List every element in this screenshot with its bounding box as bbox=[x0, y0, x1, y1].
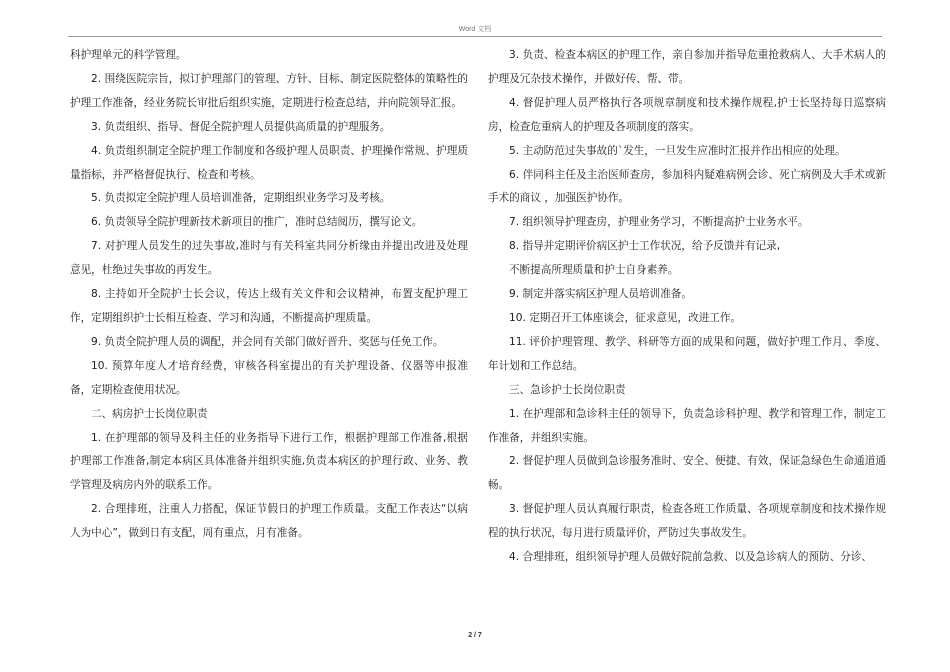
paragraph: 4. 负责组织制定全院护理工作制度和各级护理人员职责、护理操作常规、护理质量指标，并严格督促执行、检查和考核。 bbox=[70, 144, 468, 181]
paragraph: 1. 在护理部的领导及科主任的业务指导下进行工作，根据护理部工作准备,根据护理部工作准备,制定本病区具体准备并组织实施,负责本病区的护理行政、业务、教学管理及病房内外的联系工作。 bbox=[70, 431, 468, 492]
section-heading: 二、病房护士长岗位职责 bbox=[91, 407, 208, 420]
paragraph: 10. 定期召开工体座谈会，征求意见，改进工作。 bbox=[509, 311, 742, 324]
paragraph: 8. 主持如开全院护士长会议，传达上级有关文件和会议精神，布置支配护理工作，定期组织护士长相互检查、学习和沟通，不断提高护理质量。 bbox=[70, 288, 468, 324]
paragraph: 5. 负责拟定全院护理人员培训准备，定期组织业务学习及考核。 bbox=[91, 192, 391, 205]
paragraph: 4. 合理排班，组织领导护理人员做好院前急救、以及急诊病人的预防、分诊、 bbox=[509, 551, 873, 564]
paragraph: 3. 负责组织、指导、督促全院护理人员提供高质量的护理服务。 bbox=[91, 120, 391, 133]
paragraph: 7. 对护理人员发生的过失事故,准时与有关科室共同分析缘由并提出改进及处理意见，杜绝过失事故的再发生。 bbox=[70, 240, 468, 277]
header-rule bbox=[68, 36, 882, 37]
paragraph: 不断提高所理质量和护士自身素养。 bbox=[509, 264, 679, 277]
left-column bbox=[70, 44, 468, 546]
paragraph: 4. 督促护理人员严格执行各项规章制度和技术操作规程,护士长坚持每日巡察病房，检查危重病人的护理及各项制度的落实。 bbox=[488, 96, 886, 133]
paragraph: 3. 负责、检查本病区的护理工作，亲自参加并指导危重抢救病人、大手术病人的护理及冗杂技术操作，并做好传、帮、带。 bbox=[488, 49, 886, 85]
paragraph: 6. 负责领导全院护理新技术新项目的推广，准时总结阅历，撰写论文。 bbox=[91, 216, 423, 229]
paragraph: 11. 评价护理管理、教学、科研等方面的成果和问题，做好护理工作月、季度、年计划和工作总结。 bbox=[488, 335, 886, 372]
paragraph: 9. 负责全院护理人员的调配，并会同有关部门做好晋升、奖惩与任免工作。 bbox=[91, 335, 444, 348]
right-column bbox=[488, 44, 886, 570]
page-number: 2 / 7 bbox=[468, 632, 482, 639]
paragraph: 1. 在护理部和急诊科主任的领导下，负责急诊科护理、教学和管理工作，制定工作准备，并组织实施。 bbox=[488, 407, 886, 444]
paragraph: 6. 伴同科主任及主治医师查房，参加科内疑难病例会诊、死亡病例及大手术或新手术的商议 ，加强医护协作。 bbox=[488, 168, 886, 205]
paragraph: 科护理单元的科学管理。 bbox=[70, 49, 187, 61]
paragraph: 5. 主动防范过失事故的`发生，一旦发生应准时汇报并作出相应的处理。 bbox=[509, 144, 846, 157]
paragraph: 2. 合理排班，注重人力搭配，保证节假日的护理工作质量。支配工作表达“以病人为中心”，做到日有支配，周有重点，月有准备。 bbox=[70, 503, 468, 540]
page-header: Word 文档 bbox=[458, 26, 492, 33]
paragraph: 7. 组织领导护理查房，护理业务学习，不断提高护士业务水平。 bbox=[509, 216, 809, 229]
paragraph: 9. 制定并落实病区护理人员培训准备。 bbox=[509, 288, 692, 301]
paragraph: 2. 督促护理人员做到急诊服务准时、安全、便捷、有效，保证急绿色生命通道通畅。 bbox=[488, 455, 886, 492]
paragraph: 2. 围绕医院宗旨，拟订护理部门的管理、方针、目标、制定医院整体的策略性的护理工作准备，经业务院长审批后组织实施，定期进行检查总结，并向院领导汇报。 bbox=[70, 72, 468, 109]
paragraph: 10. 预算年度人才培育经费，审核各科室提出的有关护理设备、仪器等申报准备，定期检查使用状况。 bbox=[70, 359, 468, 396]
paragraph: 3. 督促护理人员认真履行职责，检查各班工作质量、各项规章制度和技术操作规程的执行状况，每月进行质量评价，严防过失事故发生。 bbox=[488, 503, 886, 540]
paragraph: 8. 指导并定期评价病区护士工作状况，给予反馈并有记录, bbox=[509, 240, 781, 253]
section-heading: 三、急诊护士长岗位职责 bbox=[509, 383, 626, 396]
